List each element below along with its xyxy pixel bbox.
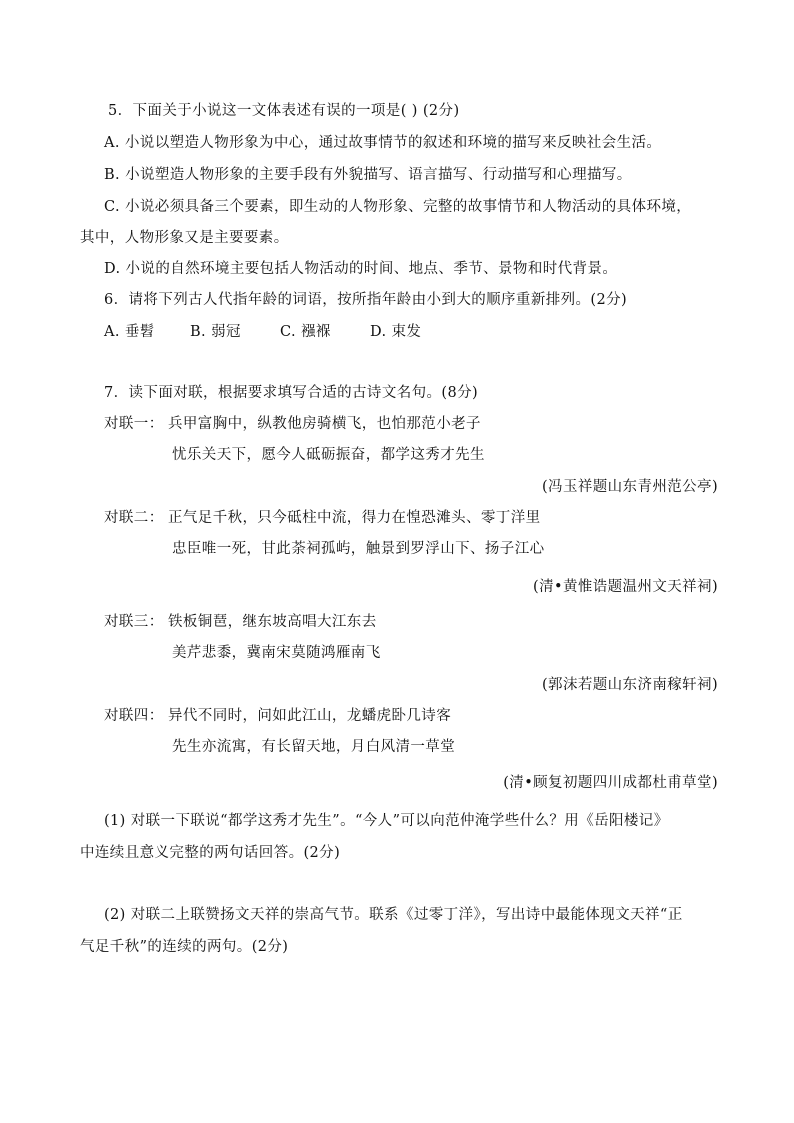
couplet-1-lower: 忧乐关天下，愿今人砥砺振奋，都学这秀才先生 bbox=[172, 447, 485, 463]
couplet-4-label: 对联四： bbox=[104, 708, 164, 724]
couplet-3-source: (郭沫若题山东济南稼轩祠) bbox=[541, 677, 718, 693]
couplet-2-label: 对联二： bbox=[104, 510, 164, 526]
q7-sub2-line2: 气足千秋”的连续的两句。(2分) bbox=[80, 939, 289, 955]
q5-option-c-line2: 其中，人物形象又是主要要素。 bbox=[80, 230, 289, 246]
couplet-4-source: (清•顾复初题四川成都杜甫草堂) bbox=[503, 775, 718, 791]
q6-option-d: D. 束发 bbox=[370, 324, 422, 340]
q6-option-c: C. 襁褓 bbox=[280, 324, 331, 340]
q7-sub2-line1: (2) 对联二上联赞扬文天祥的崇高气节。联系《过零丁洋》，写出诗中最能体现文天祥“正 bbox=[104, 907, 683, 923]
couplet-3-label: 对联三： bbox=[104, 614, 164, 630]
q5-option-a: A. 小说以塑造人物形象为中心，通过故事情节的叙述和环境的描写来反映社会生活。 bbox=[104, 135, 662, 151]
q5-stem: 5．下面关于小说这一文体表述有误的一项是( ) (2分) bbox=[108, 103, 460, 119]
couplet-3-lower: 美芹悲黍，冀南宋莫随鸿雁南飞 bbox=[172, 645, 381, 661]
q5-option-b: B. 小说塑造人物形象的主要手段有外貌描写、语言描写、行动描写和心理描写。 bbox=[104, 167, 632, 183]
q6-option-a: A. 垂髫 bbox=[104, 324, 155, 340]
couplet-1-label: 对联一： bbox=[104, 416, 164, 432]
couplet-4-upper: 异代不同时，问如此江山，龙蟠虎卧几诗客 bbox=[168, 708, 452, 724]
couplet-4-lower: 先生亦流寓，有长留天地，月白风清一草堂 bbox=[172, 739, 456, 755]
q5-option-d: D. 小说的自然环境主要包括人物活动的时间、地点、季节、景物和时代背景。 bbox=[104, 261, 618, 277]
couplet-2-source: (清•黄惟诰题温州文天祥祠) bbox=[533, 579, 718, 595]
q6-stem: 6．请将下列古人代指年龄的词语，按所指年龄由小到大的顺序重新排列。(2分) bbox=[104, 292, 628, 308]
q7-stem: 7．读下面对联，根据要求填写合适的古诗文名句。(8分) bbox=[104, 385, 479, 401]
couplet-1-upper: 兵甲富胸中，纵教他房骑横飞，也怕那范小老子 bbox=[168, 416, 481, 432]
couplet-1-source: (冯玉祥题山东青州范公亭) bbox=[541, 479, 718, 495]
couplet-3-upper: 铁板铜琶，继东坡高唱大江东去 bbox=[168, 614, 377, 630]
q6-option-b: B. 弱冠 bbox=[190, 324, 241, 340]
couplet-2-lower: 忠臣唯一死，甘此荼祠孤屿，触景到罗浮山下、扬子江心 bbox=[172, 541, 545, 557]
couplet-2-upper: 正气足千秋，只今砥柱中流，得力在惶恐滩头、零丁洋里 bbox=[168, 510, 541, 526]
q7-sub1-line2: 中连续且意义完整的两句话回答。(2分) bbox=[80, 845, 341, 861]
q5-option-c-line1: C. 小说必须具备三个要素，即生动的人物形象、完整的故事情节和人物活动的具体环境， bbox=[104, 199, 692, 215]
q7-sub1-line1: (1) 对联一下联说“都学这秀才先生”。“今人”可以向范仲淹学些什么？用《岳阳楼记》 bbox=[104, 813, 669, 829]
